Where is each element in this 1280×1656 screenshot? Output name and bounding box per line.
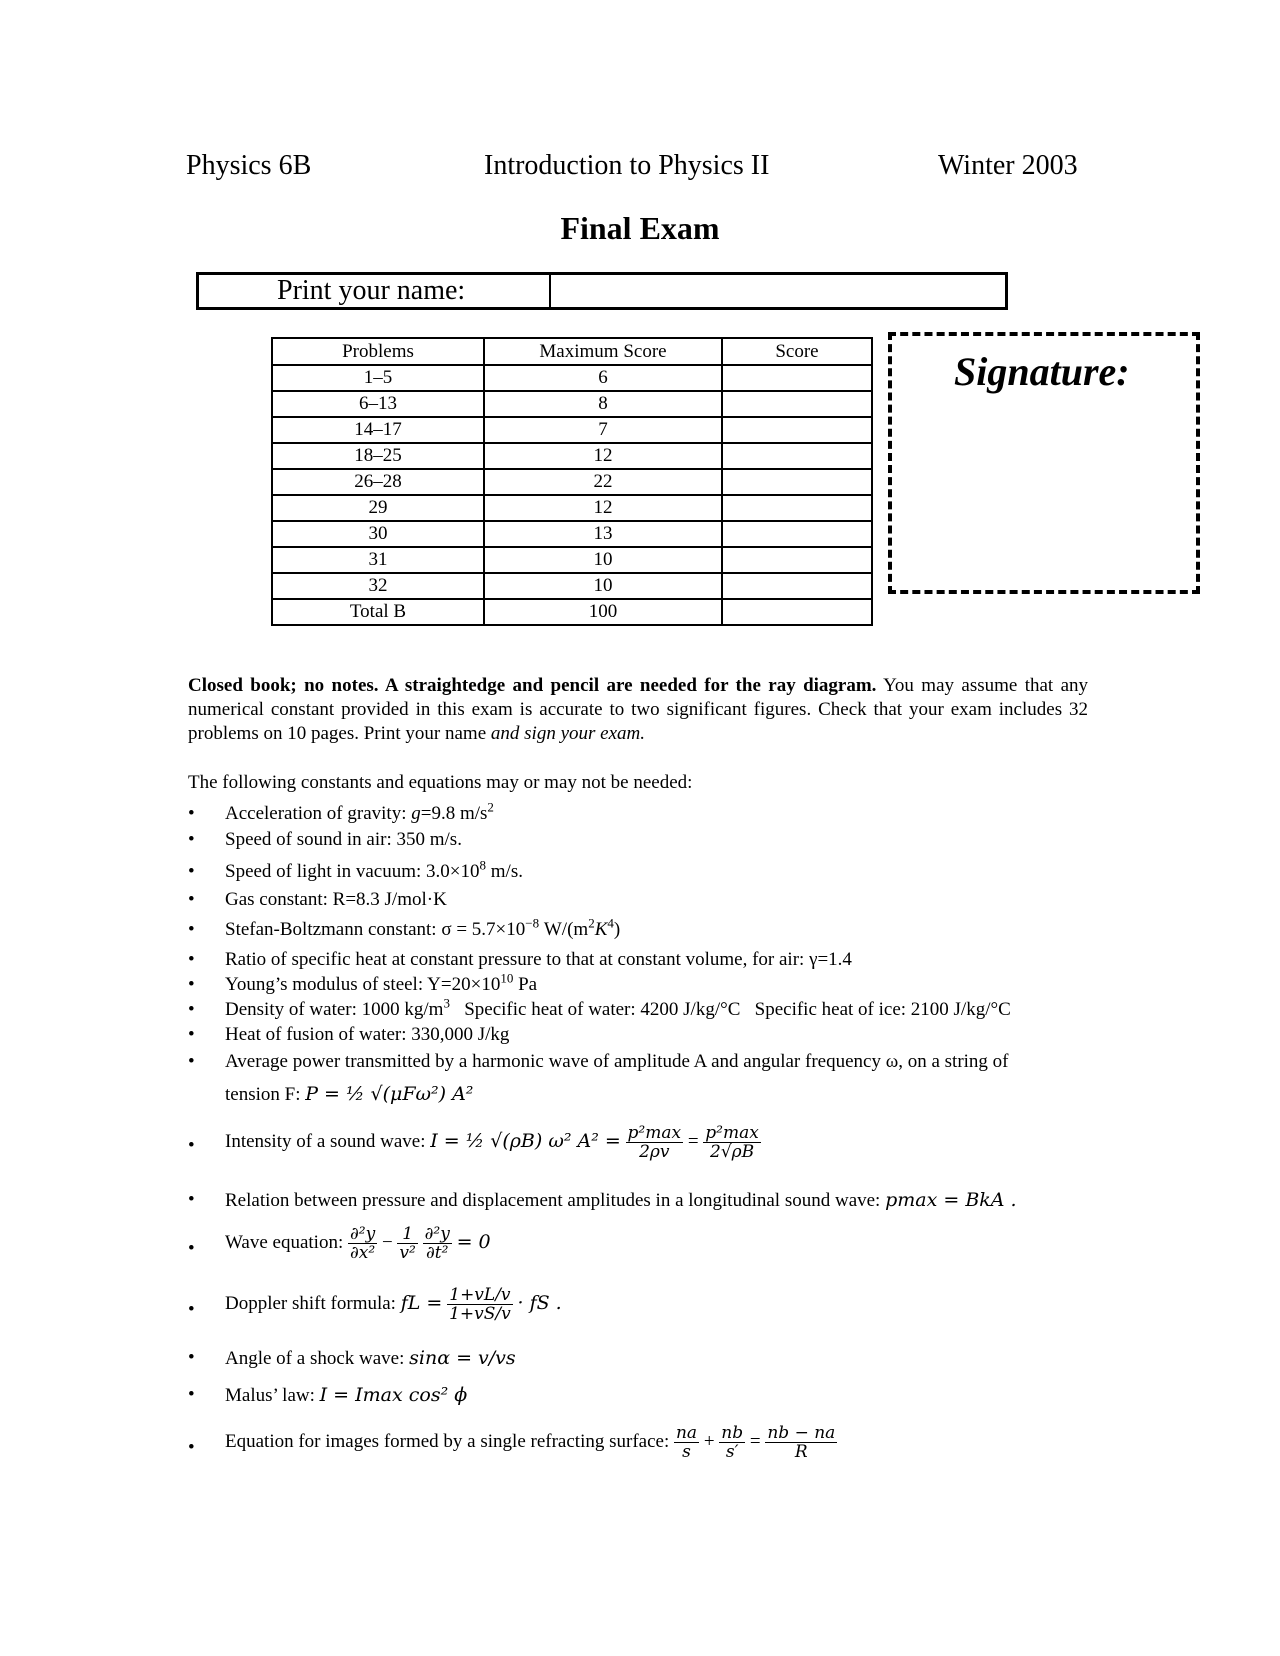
refract-f3-den: R <box>794 1442 808 1462</box>
intensity-equation: I = ½ √(ρB) ω² A² = <box>430 1129 621 1152</box>
exam-title: Final Exam <box>560 210 720 246</box>
gravity-var: g <box>411 803 421 824</box>
wave-frac3-den: ∂t² <box>425 1243 449 1263</box>
max-score-cell: 12 <box>484 443 722 469</box>
gamma: Ratio of specific heat at constant pressure to that at constant volume, for air: γ=1.4 <box>225 949 852 970</box>
wave-frac1-num: ∂²y <box>349 1224 376 1244</box>
max-score-cell: 100 <box>484 599 722 625</box>
stefan-exp2: 2 <box>588 915 595 931</box>
score-cell[interactable] <box>722 573 872 599</box>
light-label: Speed of light in vacuum: 3.0×10 <box>225 861 480 882</box>
bullet: • <box>188 999 195 1020</box>
constants-intro: The following constants and equations may or may not be needed: <box>188 772 693 793</box>
doppler-lhs: fL = <box>400 1291 443 1314</box>
problems-cell: 32 <box>272 573 484 599</box>
problems-cell: 14–17 <box>272 417 484 443</box>
bullet: • <box>188 861 195 882</box>
score-cell[interactable] <box>722 495 872 521</box>
col-header-max-score: Maximum Score <box>484 338 722 365</box>
bullet: • <box>188 1437 195 1458</box>
max-score-cell: 7 <box>484 417 722 443</box>
refract-frac1 <box>674 1424 699 1461</box>
density-label: Density of water: 1000 kg/m <box>225 999 444 1020</box>
gravity-exp: 2 <box>487 799 494 815</box>
max-score-cell: 10 <box>484 547 722 573</box>
table-row <box>272 417 872 443</box>
table-row <box>272 573 872 599</box>
doppler-den: 1+vS/v <box>449 1304 511 1324</box>
score-cell[interactable] <box>722 417 872 443</box>
bullet: • <box>188 1384 195 1405</box>
intensity-frac2-den: 2√ρB <box>710 1142 755 1162</box>
power-line1: Average power transmitted by a harmonic wave of amplitude A and angular frequency ω, on a string of <box>225 1051 1009 1072</box>
course-title: Introduction to Physics II <box>484 150 770 181</box>
wave-frac2-den: v² <box>399 1243 416 1263</box>
table-header-row <box>272 338 872 365</box>
stefan-label: Stefan-Boltzmann constant: σ = 5.7×10 <box>225 919 526 940</box>
stefan-exp3: 4 <box>607 915 614 931</box>
problems-cell: 26–28 <box>272 469 484 495</box>
refract-f3-num: nb − na <box>767 1423 836 1443</box>
max-score-cell: 12 <box>484 495 722 521</box>
doppler-frac <box>447 1286 513 1323</box>
stefan-close: ) <box>613 919 621 940</box>
name-box <box>196 272 1008 310</box>
relation-equation: pmax = BkA . <box>885 1189 1017 1211</box>
max-score-cell: 10 <box>484 573 722 599</box>
score-cell[interactable] <box>722 365 872 391</box>
col-header-score: Score <box>722 338 872 365</box>
max-score-cell: 8 <box>484 391 722 417</box>
bullet: • <box>188 1135 195 1156</box>
intensity-frac2 <box>703 1124 761 1161</box>
power-line2: tension F: <box>225 1084 301 1105</box>
bullet: • <box>188 829 195 850</box>
table-row <box>272 599 872 625</box>
refract-frac2 <box>719 1424 745 1461</box>
doppler-label: Doppler shift formula: <box>225 1292 396 1314</box>
young-label: Young’s modulus of steel: Y=20×10 <box>225 974 501 995</box>
max-score-cell: 6 <box>484 365 722 391</box>
score-cell[interactable] <box>722 391 872 417</box>
score-cell[interactable] <box>722 521 872 547</box>
wave-frac3-num: ∂²y <box>424 1224 450 1244</box>
table-row <box>272 495 872 521</box>
wave-label: Wave equation: <box>225 1231 344 1253</box>
wave-frac2 <box>397 1225 417 1262</box>
table-row <box>272 521 872 547</box>
wave-frac3 <box>423 1225 452 1262</box>
bullet: • <box>188 1051 195 1072</box>
max-score-cell: 22 <box>484 469 722 495</box>
intensity-label: Intensity of a sound wave: <box>225 1130 426 1152</box>
wave-frac2-num: 1 <box>397 1225 417 1244</box>
gas-constant: Gas constant: R=8.3 J/mol·K <box>225 889 447 910</box>
bullet: • <box>188 1299 195 1320</box>
refract-f2-den: s′ <box>725 1442 739 1462</box>
max-score-cell: 13 <box>484 521 722 547</box>
bullet: • <box>188 1347 195 1368</box>
problems-cell: 29 <box>272 495 484 521</box>
table-row <box>272 469 872 495</box>
score-cell[interactable] <box>722 599 872 625</box>
signature-box[interactable] <box>888 332 1200 594</box>
intensity-frac1-den: 2ρv <box>639 1142 670 1162</box>
intensity-frac1 <box>626 1124 684 1161</box>
stefan-var: K <box>594 919 608 940</box>
score-cell[interactable] <box>722 443 872 469</box>
stefan-exp: −8 <box>525 915 540 931</box>
bullet: • <box>188 949 195 970</box>
col-header-problems: Problems <box>272 338 484 365</box>
intensity-frac1-num: p²max <box>627 1123 682 1143</box>
light-unit: m/s. <box>486 861 523 882</box>
refract-f1-num: na <box>675 1423 698 1443</box>
light-exp: 8 <box>479 857 487 873</box>
shock-label: Angle of a shock wave: <box>225 1348 405 1369</box>
sound-speed: Speed of sound in air: 350 m/s. <box>225 829 462 850</box>
young-unit: Pa <box>513 974 538 995</box>
problems-cell: 1–5 <box>272 365 484 391</box>
signature-label: Signature: <box>954 349 1130 394</box>
score-table <box>271 337 873 626</box>
density-exp: 3 <box>443 995 450 1011</box>
refract-label: Equation for images formed by a single refracting surface: <box>225 1430 670 1452</box>
problems-cell: 18–25 <box>272 443 484 469</box>
table-row <box>272 365 872 391</box>
wave-frac1 <box>348 1225 377 1262</box>
problems-cell: 31 <box>272 547 484 573</box>
score-cell[interactable] <box>722 547 872 573</box>
stefan-unit: W/(m <box>539 919 589 940</box>
name-label: Print your name: <box>199 275 551 307</box>
heat-of-fusion: Heat of fusion of water: 330,000 J/kg <box>225 1024 510 1045</box>
gravity-value: =9.8 m/s <box>420 803 488 824</box>
doppler-num: 1+vL/v <box>447 1286 513 1305</box>
refract-f2-num: nb <box>721 1423 744 1443</box>
problems-cell: 6–13 <box>272 391 484 417</box>
bullet: • <box>188 1238 195 1259</box>
relation-label: Relation between pressure and displacement amplitudes in a longitudinal sound wave: <box>225 1190 881 1211</box>
table-row <box>272 391 872 417</box>
malus-label: Malus’ law: <box>225 1385 315 1406</box>
intensity-frac2-num: p²max <box>705 1123 759 1143</box>
wave-rhs: = 0 <box>456 1230 491 1253</box>
bullet: • <box>188 803 195 824</box>
wave-frac1-den: ∂x² <box>349 1243 376 1263</box>
table-row <box>272 547 872 573</box>
course-number: Physics 6B <box>186 150 312 181</box>
young-exp: 10 <box>500 970 514 986</box>
refract-f1-den: s <box>682 1442 691 1462</box>
score-cell[interactable] <box>722 469 872 495</box>
bullet: • <box>188 919 195 940</box>
problems-cell: Total B <box>272 599 484 625</box>
problems-cell: 30 <box>272 521 484 547</box>
table-row <box>272 443 872 469</box>
doppler-rhs: · fS . <box>517 1291 562 1314</box>
specific-heat: Specific heat of water: 4200 J/kg/°C Specific heat of ice: 2100 J/kg/°C <box>449 999 1011 1020</box>
shock-equation: sinα = v/vs <box>409 1347 516 1369</box>
name-input[interactable] <box>551 275 1005 307</box>
instructions-normal: You may assume that any numerical constant provided in this exam is accurate to two significant figures. Check that your exam includes 32 problems on 10 pages. Print your name <box>188 675 1089 744</box>
instructions-bold: Closed book; no notes. A straightedge and pencil are needed for the ray diagram. <box>188 675 877 696</box>
instructions-italic: and sign your exam. <box>490 723 645 744</box>
bullet: • <box>188 889 195 910</box>
bullet: • <box>188 974 195 995</box>
gravity-label: Acceleration of gravity: <box>225 803 412 824</box>
bullet: • <box>188 1189 195 1210</box>
instructions <box>188 674 1088 746</box>
bullet: • <box>188 1024 195 1045</box>
refract-frac3 <box>765 1424 837 1461</box>
power-equation: P = ½ √(μFω²) A² <box>305 1083 474 1105</box>
malus-equation: I = Imax cos² ϕ <box>319 1384 468 1406</box>
term: Winter 2003 <box>938 150 1078 181</box>
